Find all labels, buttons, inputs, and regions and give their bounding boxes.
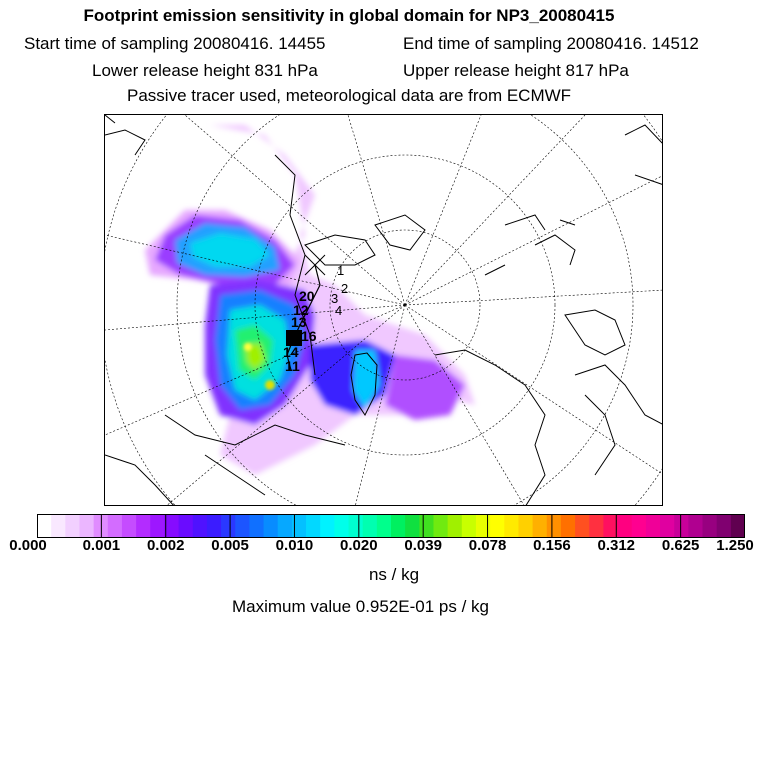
end-time-label: End time of sampling 20080416. 14512 xyxy=(403,34,699,53)
colorbar-swatch xyxy=(193,514,208,538)
map-title: Footprint emission sensitivity in global domain for NP3_20080415 xyxy=(83,6,615,25)
colorbar-swatch xyxy=(533,514,548,538)
point-label-3: 3 xyxy=(331,291,339,306)
max-value-label: Maximum value 0.952E-01 ps / kg xyxy=(232,597,490,616)
point-label-13: 13 xyxy=(291,314,307,330)
colorbar-swatch xyxy=(646,514,661,538)
colorbar-swatch xyxy=(561,514,576,538)
lower-release-label: Lower release height 831 hPa xyxy=(92,61,318,80)
colorbar-swatch xyxy=(476,514,491,538)
colorbar-swatch xyxy=(363,514,378,538)
colorbar-swatch xyxy=(377,514,392,538)
colorbar-tick-label: 0.010 xyxy=(275,537,314,554)
colorbar-swatch xyxy=(632,514,647,538)
colorbar-swatch xyxy=(660,514,675,538)
colorbar-swatch xyxy=(320,514,335,538)
colorbar-tick-label: 0.005 xyxy=(211,537,249,554)
colorbar-swatch xyxy=(249,514,264,538)
colorbar-tick-label: 0.078 xyxy=(468,537,507,554)
colorbar-swatch xyxy=(462,514,477,538)
start-time-label: Start time of sampling 20080416. 14455 xyxy=(24,34,326,53)
point-label-12: 12 xyxy=(293,302,309,318)
colorbar-swatch xyxy=(235,514,250,538)
colorbar-swatch xyxy=(448,514,463,538)
colorbar-swatch xyxy=(589,514,604,538)
colorbar-swatch xyxy=(51,514,66,538)
colorbar-swatch xyxy=(433,514,448,538)
colorbar-swatch xyxy=(518,514,533,538)
colorbar-swatch xyxy=(37,514,52,538)
colorbar-swatch xyxy=(306,514,321,538)
footprint-map xyxy=(104,114,663,506)
colorbar-swatch xyxy=(136,514,151,538)
colorbar-tick-label: 0.020 xyxy=(340,537,378,554)
colorbar-swatch xyxy=(405,514,420,538)
colorbar-swatch xyxy=(150,514,165,538)
colorbar-tick-label: 1.250 xyxy=(716,537,754,554)
colorbar-swatch xyxy=(731,514,745,538)
hotspot-yellow xyxy=(265,380,275,390)
colorbar-swatch xyxy=(278,514,293,538)
point-label-11: 11 xyxy=(285,358,300,374)
colorbar-tick-label: 0.156 xyxy=(533,537,571,554)
point-label-2: 2 xyxy=(341,281,349,296)
point-label-16: 16 xyxy=(301,328,317,344)
upper-release-label: Upper release height 817 hPa xyxy=(403,61,629,80)
colorbar-swatch xyxy=(547,514,562,538)
colorbar-swatch xyxy=(703,514,718,538)
coastlines xyxy=(105,115,663,506)
colorbar-swatch xyxy=(490,514,505,538)
colorbar-swatch xyxy=(717,514,732,538)
colorbar-swatch xyxy=(264,514,279,538)
colorbar-svg xyxy=(37,514,745,538)
map-canvas xyxy=(105,115,663,506)
colorbar-tick-label: 0.312 xyxy=(597,537,636,554)
unit-label: ns / kg xyxy=(368,565,420,584)
colorbar-swatch xyxy=(504,514,519,538)
colorbar-swatch xyxy=(688,514,703,538)
point-label-20: 20 xyxy=(299,288,315,304)
point-label-4: 4 xyxy=(335,303,343,318)
colorbar-swatch xyxy=(674,514,689,538)
colorbar-swatch xyxy=(391,514,406,538)
colorbar-swatch xyxy=(575,514,590,538)
colorbar-tick-label: 0.039 xyxy=(404,537,442,554)
point-label-1: 1 xyxy=(337,263,345,278)
colorbar-tick-label: 0.000 xyxy=(9,537,47,554)
colorbar-swatch xyxy=(122,514,137,538)
tracer-note: Passive tracer used, meteorological data are from ECMWF xyxy=(127,86,572,105)
colorbar-swatch xyxy=(221,514,236,538)
colorbar-tick-label: 0.001 xyxy=(82,537,121,554)
colorbar-swatch xyxy=(179,514,194,538)
colorbar-swatch xyxy=(164,514,179,538)
colorbar-swatch xyxy=(334,514,349,538)
colorbar-swatch xyxy=(207,514,222,538)
colorbar xyxy=(37,514,745,538)
point-label-14: 14 xyxy=(283,344,299,360)
colorbar-tick-label: 0.625 xyxy=(661,537,700,554)
colorbar-swatch xyxy=(79,514,94,538)
colorbar-tick-label: 0.002 xyxy=(146,537,185,554)
colorbar-swatch xyxy=(108,514,123,538)
polar-grid xyxy=(105,115,663,506)
colorbar-swatch xyxy=(419,514,434,538)
colorbar-swatch xyxy=(349,514,364,538)
hotspot-green xyxy=(244,343,252,351)
colorbar-swatch xyxy=(65,514,80,538)
colorbar-swatch xyxy=(618,514,633,538)
